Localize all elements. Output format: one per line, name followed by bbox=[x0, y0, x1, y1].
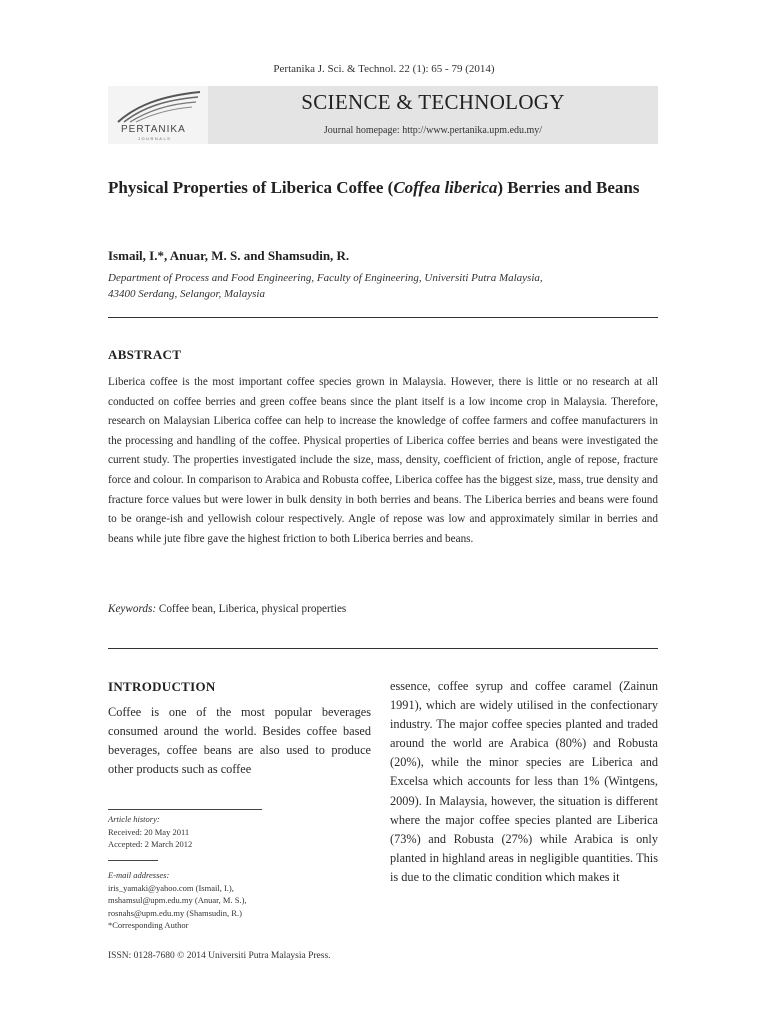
keywords-label: Keywords: bbox=[108, 603, 157, 615]
abstract-heading: ABSTRACT bbox=[108, 347, 182, 362]
abstract-text: Liberica coffee is the most important coffee species grown in Malaysia. However, there is little or no research at all conducted on coffee berries and green coffee beans since the plant itself is a low income crop in Malaysia. Therefore, research on Malaysian Liberica coffee can help to increase the knowledge of coffee farmers and coffee manufacturers in the processing and handling of the coffee. Physical properties of Liberica coffee berries and beans were investigated the current study. The properties investigated include the size, mass, density, coefficient of friction, angle of repose, fracture force and colour. In comparison to Arabica and Robusta coffee, Liberica coffee has the biggest size, mass, true density and fracture force values but were lower in bulk density in both berries and beans. The Liberica berries and beans were found to be orange-ish and yellowish colour respectively. Angle of repose was low and approximately similar in berries and beans while jute fibre gave the highest friction to both Liberica berries and beans. bbox=[108, 376, 658, 545]
introduction-heading: INTRODUCTION bbox=[108, 679, 216, 694]
received-date: Received: 20 May 2011 bbox=[108, 826, 190, 837]
title-species: Coffea liberica bbox=[393, 178, 498, 197]
keywords bbox=[108, 603, 346, 615]
logo-wordmark: PERTANIKA bbox=[121, 124, 186, 135]
affiliation-line-2: 43400 Serdang, Selangor, Malaysia bbox=[108, 288, 265, 300]
footnote-rule bbox=[108, 809, 262, 810]
title-text-1: Physical Properties of Liberica Coffee ( bbox=[108, 178, 394, 197]
email-ismail: iris_yamaki@yahoo.com (Ismail, I.), bbox=[108, 882, 234, 893]
history-label: Article history: bbox=[108, 814, 160, 824]
affiliation-line-1: Department of Process and Food Engineering, Faculty of Engineering, Universiti Putra Malaysia, bbox=[108, 272, 543, 284]
article-history bbox=[108, 813, 192, 851]
email-label: E-mail addresses: bbox=[108, 870, 170, 880]
divider bbox=[108, 317, 658, 318]
introduction-left-column: Coffee is one of the most popular beverages consumed around the world. Besides coffee based beverages, coffee beans are also used to produce other products such as coffee bbox=[108, 705, 371, 777]
email-anuar: mshamsul@upm.edu.my (Anuar, M. S.), bbox=[108, 895, 247, 905]
pertanika-logo-icon bbox=[112, 88, 202, 126]
email-addresses bbox=[108, 869, 247, 932]
footnote-rule-short bbox=[108, 860, 158, 861]
accepted-date: Accepted: 2 March 2012 bbox=[108, 839, 193, 849]
keywords-list: Coffee bean, Liberica, physical properties bbox=[158, 603, 347, 615]
affiliation bbox=[108, 270, 658, 302]
title-text-2: ) Berries and Beans bbox=[497, 178, 640, 197]
corresponding-author-note: *Corresponding Author bbox=[108, 920, 189, 930]
logo-subtext: JOURNALS bbox=[138, 136, 172, 141]
introduction-right-column: essence, coffee syrup and coffee caramel (Zainun 1991), which are widely utilised in the confectionary industry. The major coffee species planted and traded around the world are Arabica (80%) and Robusta (20%), while the minor species are Liberica and Excelsa which accounts for less than 1% (Wintgens, 2009). In Malaysia, however, the situation is different where the major coffee species planted are Liberica (73%) and Robusta (27%) while Arabica is only planted in highland areas in negligible quantities. This is due to the climatic condition which makes it bbox=[390, 679, 658, 884]
article-title bbox=[108, 176, 668, 200]
issn-footer: ISSN: 0128-7680 © 2014 Universiti Putra Malaysia Press. bbox=[108, 951, 331, 961]
journal-citation: Pertanika J. Sci. & Technol. 22 (1): 65 - 79 (2014) bbox=[273, 63, 495, 75]
email-shamsudin: rosnahs@upm.edu.my (Shamsudin, R.) bbox=[108, 907, 242, 918]
authors: Ismail, I.*, Anuar, M. S. and Shamsudin, R. bbox=[108, 248, 350, 263]
journal-name: SCIENCE & TECHNOLOGY bbox=[301, 90, 565, 114]
divider bbox=[108, 648, 658, 649]
journal-homepage: Journal homepage: http://www.pertanika.upm.edu.my/ bbox=[323, 125, 543, 136]
